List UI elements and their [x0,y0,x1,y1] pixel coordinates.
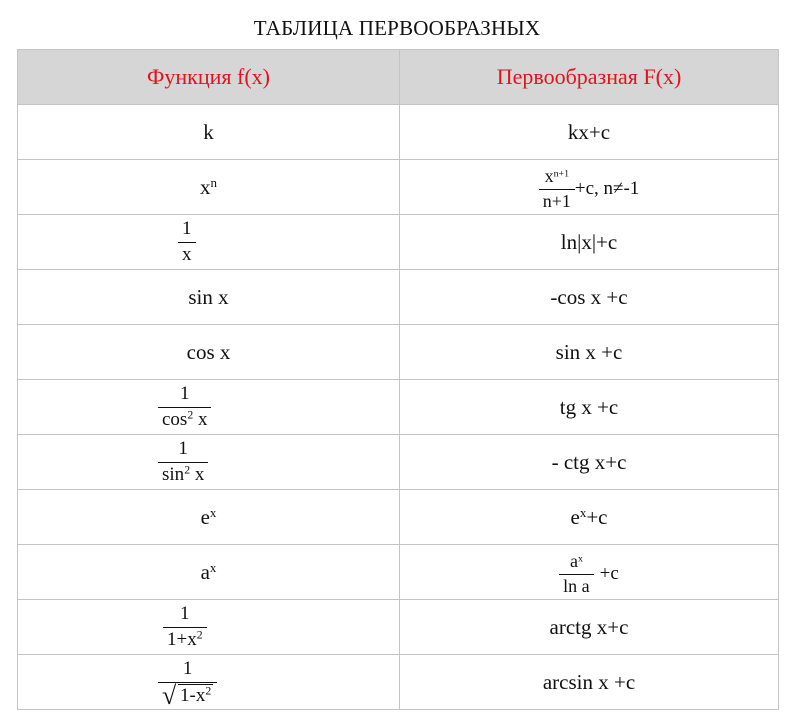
antiderivative-cell [400,600,779,655]
antiderivative-text: $\frac{a^x}{\text{ln a}}$ +c [559,551,619,597]
function-text: $\frac{1}{\cos^2 x}$ [158,383,211,431]
antiderivative-text: kx+c [567,119,611,144]
table-row [18,655,779,710]
antiderivative-text: arctg x+c [549,614,629,639]
antiderivative-cell [400,545,779,600]
antiderivative-text: ln|x|+c [560,229,618,254]
square-root-icon: √ $1-x^2$ [162,680,212,710]
antiderivative-cell [400,270,779,325]
function-cell [18,490,400,545]
antiderivative-text: $\frac{x^{n+1}}{n+1}$ +c, n≠-1 [539,166,640,212]
function-text: sin x [188,284,229,309]
antiderivative-text: arcsin x +c [542,669,636,694]
function-text: $a^x$ [200,559,217,584]
function-cell [18,270,400,325]
function-text: cos x [186,339,231,364]
function-text: 1 √ $1-x^2$ [158,658,217,707]
function-cell [18,215,400,270]
function-text: $x^n$ [199,174,217,199]
antiderivative-cell [400,160,779,215]
function-cell [18,435,400,490]
antiderivative-cell [400,380,779,435]
table-row [18,215,779,270]
table-row [18,490,779,545]
antiderivative-cell [400,215,779,270]
antiderivative-text: $e^x+c$ [570,504,608,529]
function-cell [18,545,400,600]
function-text: k [203,119,214,144]
header-function: Функция f(x) [18,50,400,105]
header-antiderivative: Первообразная F(x) [400,50,779,105]
antiderivative-text: - ctg x+c [551,449,627,474]
antiderivative-cell [400,325,779,380]
antiderivative-table [17,49,779,710]
antiderivative-text: tg x +c [559,394,619,419]
function-cell [18,160,400,215]
table-row [18,380,779,435]
table-row [18,105,779,160]
antiderivative-cell [400,105,779,160]
function-text: $\frac{1}{\sin^2 x}$ [158,438,208,486]
function-text: $\frac{1}{1+x^2}$ [163,603,207,651]
table-row [18,325,779,380]
table-header-row [18,50,779,105]
table-row [18,160,779,215]
antiderivative-cell [400,435,779,490]
function-cell [18,325,400,380]
table-row [18,270,779,325]
antiderivative-cell [400,490,779,545]
table-row [18,545,779,600]
antiderivative-text: sin x +c [555,339,623,364]
function-cell [18,655,400,710]
antiderivative-text: -cos x +c [550,284,628,309]
function-cell [18,380,400,435]
table-row [18,600,779,655]
antiderivative-cell [400,655,779,710]
page-title: ТАБЛИЦА ПЕРВООБРАЗНЫХ [253,16,541,40]
function-cell [18,105,400,160]
function-text: $\frac{1}{x}$ [178,218,196,266]
function-text: $e^x$ [200,504,217,529]
function-cell [18,600,400,655]
table-row [18,435,779,490]
